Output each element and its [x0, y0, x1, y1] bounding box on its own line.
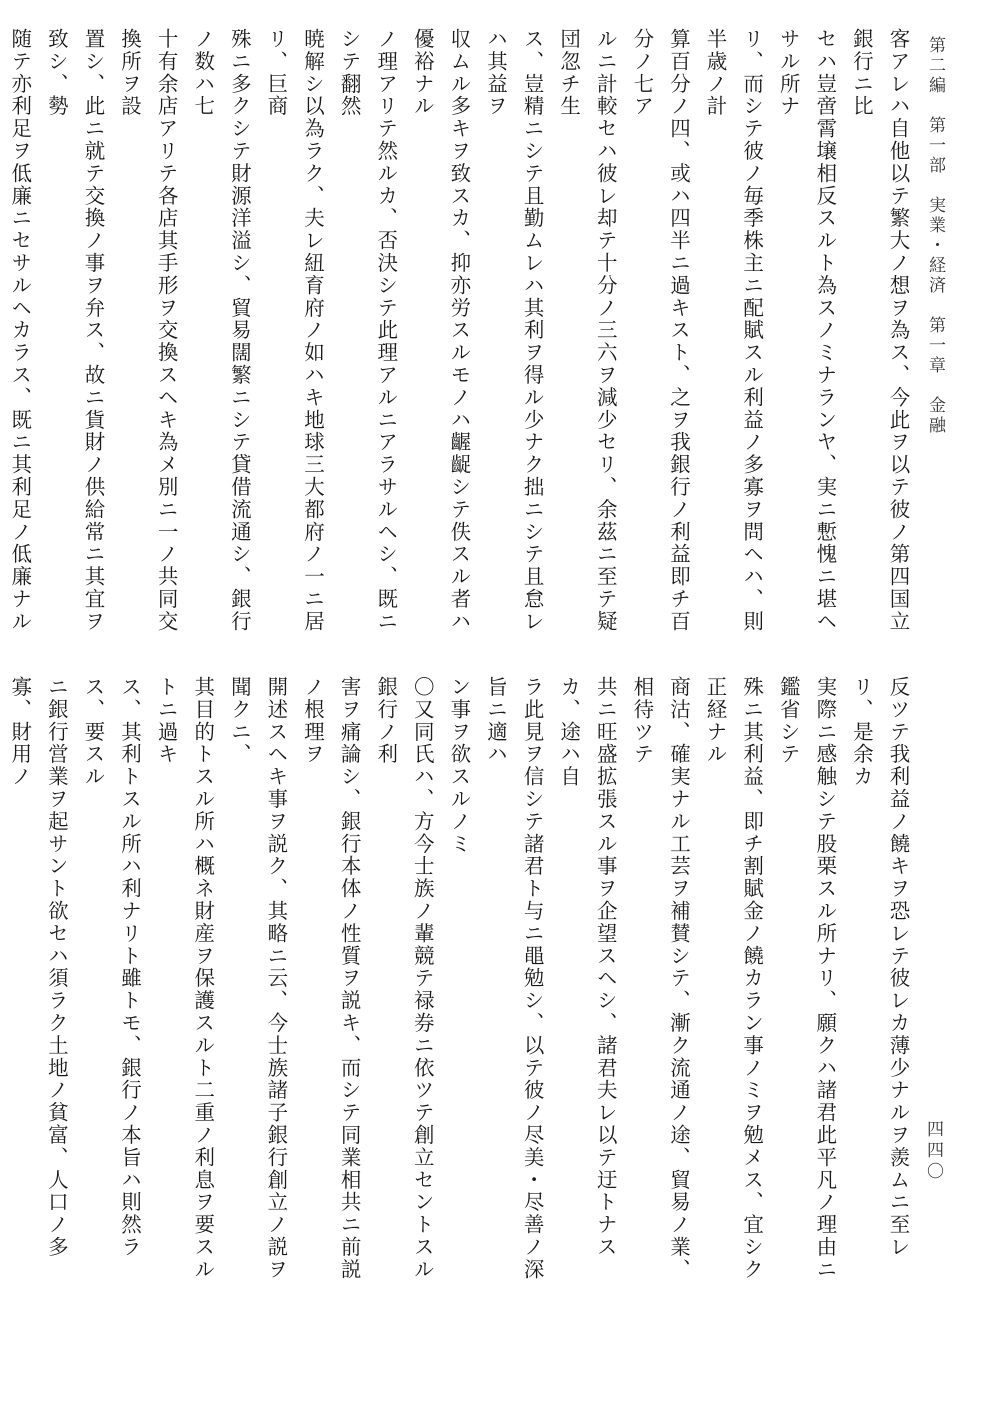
text-column: ノ理アリテ然ルカ、否決シテ此理アルニアラサルヘシ、既ニシテ翻然 [337, 28, 398, 633]
text-column: 開述スヘキ事ヲ説ク、其略ニ云、今士族諸子銀行創立ノ説ヲ聞クニ、 [227, 676, 288, 1281]
text-column: リ、而シテ彼ノ毎季株主ニ配賦スル利益ノ多寡ヲ問ヘハ、則半歳ノ計 [703, 28, 764, 633]
text-column: 実際ニ感触シテ股栗スル所ナリ、願クハ諸君此平凡ノ理由ニ鑑省シテ [776, 676, 837, 1281]
page-number: 四四〇 [923, 1120, 943, 1183]
text-column: ン事ヲ欲スルノミ [446, 676, 471, 856]
text-column: 共ニ旺盛拡張スル事ヲ企望スヘシ、諸君夫レ以テ迂トナスカ、途ハ自 [556, 676, 618, 1259]
text-column: ニ銀行営業ヲ起サント欲セハ須ラク土地ノ貧富、人口ノ多寡、財用ノ [7, 676, 69, 1259]
text-column: ス、豈精ニシテ且勤ムレハ其利ヲ得ル少ナク拙ニシテ且怠レハ其益ヲ [483, 28, 545, 633]
text-column: 客アレハ自他以テ繁大ノ想ヲ為ス、今此ヲ以テ彼ノ第四国立銀行ニ比 [849, 28, 910, 633]
lower-text-block [7, 676, 916, 1286]
text-column: 殊ニ其利益、即チ割賦金ノ饒カラン事ノミヲ勉メス、宜シク正経ナル [703, 676, 764, 1281]
text-column: ルニ計較セハ彼レ却テ十分ノ三六ヲ減少セリ、余茲ニ至テ疑団忽チ生 [556, 28, 618, 633]
text-column: 害ヲ痛論シ、銀行本体ノ性質ヲ説キ、而シテ同業相共ニ前説ノ根理ヲ [300, 676, 362, 1281]
text-column: 随テ亦利足ヲ低廉ニセサルヘカラス、既ニ其利足ノ低廉ナル [7, 28, 32, 633]
text-column: 十有余店アリテ各店其手形ヲ交換スヘキ為メ別ニ一ノ共同交換所ヲ設 [117, 28, 179, 633]
text-column: 殊ニ多クシテ財源洋溢シ、貿易闊繁ニシテ貸借流通シ、銀行ノ数ハ七 [190, 28, 252, 633]
text-column: 置シ、此ニ就テ交換ノ事ヲ弁ス、故ニ貨財ノ供給常ニ其宜ヲ致シ、勢 [44, 28, 105, 633]
text-column: ラ此見ヲ信シテ諸君ト与ニ黽勉シ、以テ彼ノ尽美・尽善ノ深旨ニ適ハ [483, 676, 545, 1281]
text-column: ス、其利トスル所ハ利ナリト雖トモ、銀行ノ本旨ハ則然ラス、要スル [80, 676, 142, 1259]
text-column: 其目的トスル所ハ概ネ財産ヲ保護スルト二重ノ利息ヲ要スルトニ過キ [154, 676, 215, 1281]
text-column: 反ツテ我利益ノ饒キヲ恐レテ彼レカ薄少ナルヲ羨ムニ至レリ、是余カ [849, 676, 910, 1259]
text-column: 暁解シ以為ラク、夫レ紐育府ノ如ハキ地球三大都府ノ一ニ居リ、巨商 [263, 28, 325, 633]
text-column [0, 676, 1, 1286]
text-column: 商沽、確実ナル工芸ヲ補賛シテ、漸ク流通ノ途、貿易ノ業、相待ツテ [629, 676, 691, 1281]
text-column: セハ豈啻霄壌相反スルト為スノミナランヤ、実ニ慙愧ニ堪ヘサル所ナ [776, 28, 837, 633]
text-column: 収ムル多キヲ致スカ、抑亦労スルモノハ齷齪シテ佚スル者ハ優裕ナル [410, 28, 471, 633]
text-column: 〇又同氏ハ、方今士族ノ輩競テ禄券ニ依ツテ創立セントスル銀行ノ利 [373, 676, 435, 1281]
running-head: 第二編 第一部 実業・経済 第一章 金融 [925, 36, 945, 436]
text-column: 算百分ノ四、或ハ四半ニ過キスト、之ヲ我銀行ノ利益即チ百分ノ七ア [629, 28, 691, 633]
upper-text-block [7, 28, 916, 638]
